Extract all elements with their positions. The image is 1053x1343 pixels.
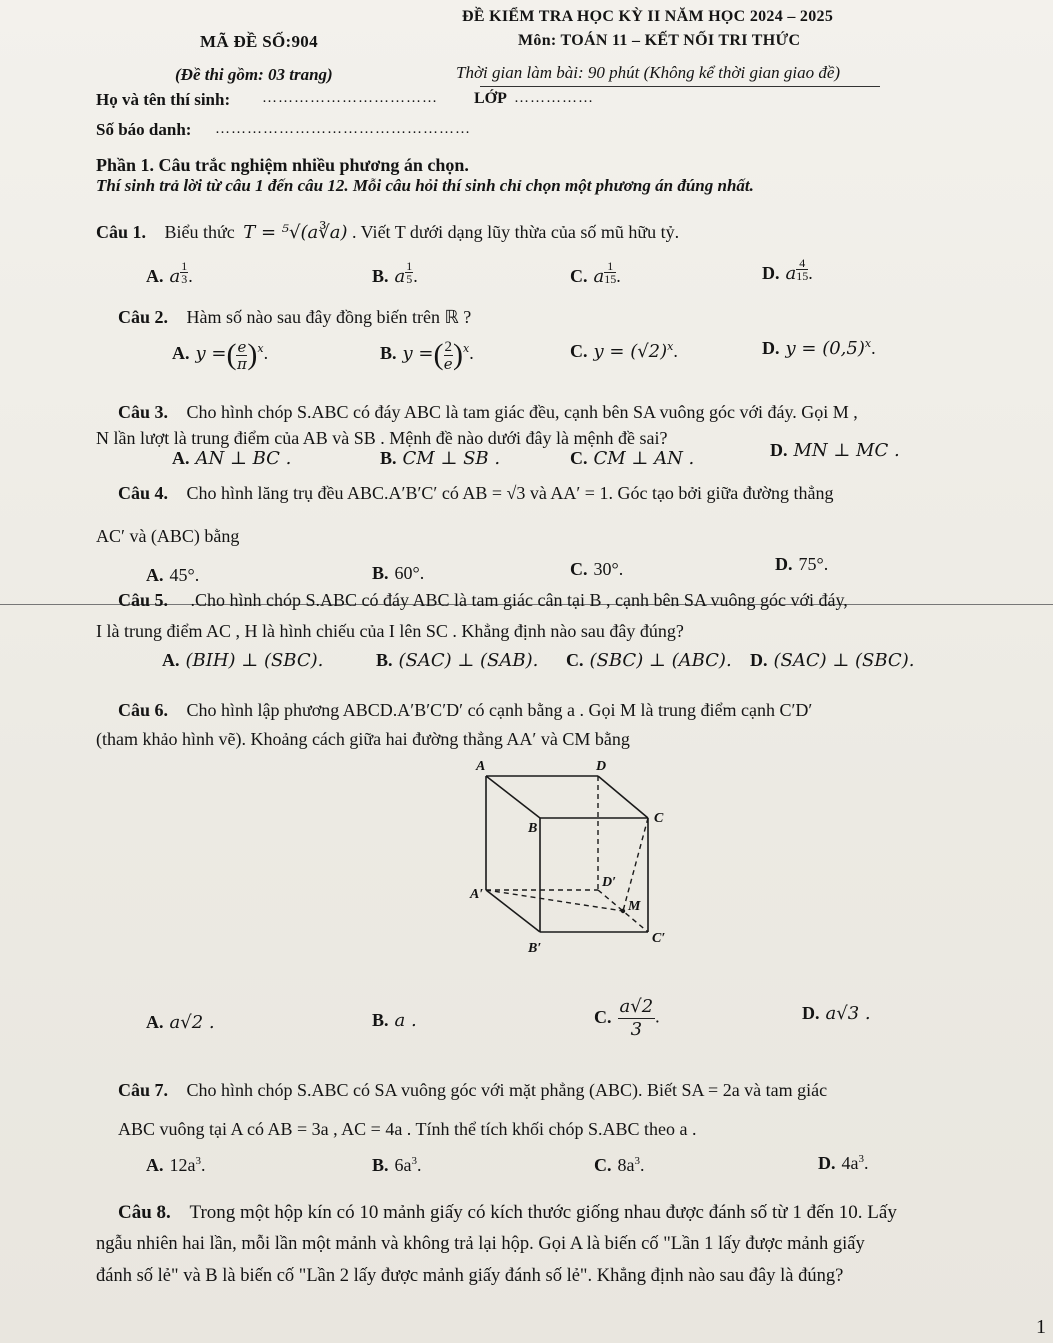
question-label: Câu 8.: [118, 1202, 171, 1223]
edge-A1B1: [486, 890, 540, 932]
label-M: M: [628, 899, 641, 914]
option-4d: D. 75°.: [775, 554, 829, 574]
option-6c: C. $\frac{a√2}{3}$ .: [594, 996, 660, 1040]
option-6b: B. a .: [372, 1010, 417, 1031]
label-D1: D′: [602, 875, 617, 890]
exam-title: ĐỀ KIỂM TRA HỌC KỲ II NĂM HỌC 2024 – 2025: [462, 8, 834, 25]
page-number: 1: [1036, 1316, 1046, 1338]
option-2a: A. y =( $\frac{e}{\pi}$ )$^x$.: [172, 337, 269, 373]
class-label: LỚP: [474, 90, 507, 107]
option-1d: D. a $^{\frac{4}{15}}$ .: [762, 256, 813, 285]
question-text: . Viết T dưới dạng lũy thừa của số mũ hữu tỷ.: [351, 222, 680, 242]
exam-code: MÃ ĐỀ SỐ:904: [200, 32, 318, 51]
option-4b: B. 60°.: [372, 563, 425, 583]
question-text: .Cho hình chóp S.ABC có đáy ABC là tam giác cân tại B , cạnh bên SA vuông góc với đáy,: [190, 590, 848, 610]
option-3b: B. CM ⊥ SB .: [380, 448, 501, 469]
edge-BA: [486, 776, 540, 818]
option-2d: D. $y = (0,5)^x$.: [762, 337, 876, 359]
question-2: [118, 307, 471, 328]
point-M: [621, 909, 625, 913]
label-A: A: [476, 759, 486, 774]
name-label: Họ và tên thí sinh:: [96, 90, 231, 109]
question-label: Câu 3.: [118, 402, 169, 422]
option-7c: C. $8a^3$.: [594, 1155, 645, 1175]
cube-figure: [460, 752, 700, 972]
question-text: Cho hình lập phương ABCD.A′B′C′D′ có cạnh bằng a . Gọi M là trung điểm cạnh C′D′: [186, 700, 813, 720]
question-3-line2: N lần lượt là trung điểm của AB và SB . Mệnh đề nào dưới đây là mệnh đề sai?: [96, 428, 668, 448]
option-1a: A. a $^{\frac{1}{3}}$ .: [146, 259, 193, 288]
option-5a: A. (BIH) ⊥ (SBC).: [162, 650, 324, 671]
time-limit: Thời gian làm bài: 90 phút (Không kể thời gian giao đề): [456, 63, 841, 82]
option-5b: B. (SAC) ⊥ (SAB).: [376, 650, 539, 671]
question-7: [118, 1080, 827, 1101]
name-dots: ……………………………: [262, 90, 438, 106]
question-text: Cho hình chóp S.ABC có SA vuông góc với mặt phẳng (ABC). Biết SA = 2a và tam giác: [186, 1080, 828, 1100]
option-7d: D. $4a^3$.: [818, 1153, 869, 1173]
question-8: [118, 1202, 897, 1224]
option-3d: D. MN ⊥ MC .: [770, 440, 900, 461]
edge-DC: [598, 776, 648, 818]
option-1c: C. a $^{\frac{1}{15}}$ .: [570, 259, 621, 288]
question-4: [118, 483, 833, 504]
option-6d: D. a√3 .: [802, 1003, 871, 1024]
question-4-line2: AC′ và (ABC) bằng: [96, 526, 240, 546]
question-label: Câu 7.: [118, 1080, 169, 1100]
question-6-line2: (tham khảo hình vẽ). Khoảng cách giữa hai đường thẳng AA′ và CM bằng: [96, 729, 630, 749]
question-label: Câu 6.: [118, 700, 169, 720]
question-label: Câu 5.: [118, 590, 169, 610]
question-8-line2: ngẫu nhiên hai lần, mỗi lần một mảnh và không trả lại hộp. Gọi A là biến cố "Lần 1 lấy được mảnh giấy: [96, 1234, 865, 1254]
math-expression: T = ⁵√(a∛a): [243, 222, 348, 243]
question-label: Câu 2.: [118, 307, 169, 327]
question-3: [118, 402, 858, 423]
part1-title: Phần 1. Câu trắc nghiệm nhiều phương án chọn.: [96, 155, 469, 175]
option-5d: D. (SAC) ⊥ (SBC).: [750, 650, 915, 671]
option-3a: A. AN ⊥ BC .: [172, 448, 292, 469]
option-3c: C. CM ⊥ AN .: [570, 448, 695, 469]
page-count: (Đề thi gồm: 03 trang): [175, 65, 333, 84]
sbd-dots: …………………………………………: [215, 121, 471, 137]
sbd-label: Số báo danh:: [96, 120, 192, 139]
question-1: [96, 222, 679, 243]
class-dots: ……………: [514, 90, 594, 106]
subject: Môn: TOÁN 11 – KẾT NỐI TRI THỨC: [518, 32, 801, 49]
question-text: Cho hình lăng trụ đều ABC.A′B′C′ có AB = √3 và AA′ = 1. Góc tạo bởi giữa đường thẳng: [186, 483, 834, 503]
option-4c: C. 30°.: [570, 559, 624, 579]
question-text: Cho hình chóp S.ABC có đáy ABC là tam giác đều, cạnh bên SA vuông góc với đáy. Gọi M ,: [186, 402, 858, 422]
option-5c: C. (SBC) ⊥ (ABC).: [566, 650, 732, 671]
time-underline: [480, 86, 880, 87]
option-6a: A. a√2 .: [146, 1012, 215, 1033]
label-B1: B′: [528, 941, 542, 956]
question-5-line2: I là trung điểm AC , H là hình chiếu của I lên SC . Khẳng định nào sau đây đúng?: [96, 621, 684, 641]
option-7b: B. $6a^3$.: [372, 1155, 422, 1175]
question-text: Biểu thức: [164, 222, 235, 242]
option-1b: B. a $^{\frac{1}{5}}$ .: [372, 259, 418, 288]
option-2c: C. $y = (√2)^x$.: [570, 340, 678, 362]
question-7-line2: ABC vuông tại A có AB = 3a , AC = 4a . Tính thể tích khối chóp S.ABC theo a .: [118, 1119, 697, 1139]
segment-A1M-hidden: [486, 890, 623, 911]
segment-CM-hidden: [623, 818, 648, 911]
question-label: Câu 4.: [118, 483, 169, 503]
option-4a: A. 45°.: [146, 565, 200, 585]
option-2b: B. y =( $\frac{2}{e}$ )$^x$.: [380, 338, 474, 373]
label-B: B: [528, 821, 538, 836]
question-8-line3: đánh số lẻ" và B là biến cố "Lần 2 lấy được mảnh giấy đánh số lẻ". Khẳng định nào sau đây là đúng?: [96, 1266, 844, 1286]
question-text: Trong một hộp kín có 10 mảnh giấy có kích thước giống nhau được đánh số từ 1 đến 10. Lấy: [189, 1202, 897, 1223]
label-C1: C′: [652, 931, 666, 946]
question-label: Câu 1.: [96, 222, 147, 242]
label-C: C: [654, 811, 664, 826]
option-7a: A. $12a^3$.: [146, 1155, 206, 1175]
question-5: [118, 590, 848, 611]
part1-instruction: Thí sinh trả lời từ câu 1 đến câu 12. Mỗi câu hỏi thí sinh chỉ chọn một phương án đúng nhất.: [96, 176, 754, 195]
question-text: Hàm số nào sau đây đồng biến trên ℝ ?: [186, 307, 472, 327]
question-6: [118, 700, 812, 721]
label-D: D: [596, 759, 607, 774]
label-A1: A′: [470, 887, 484, 902]
